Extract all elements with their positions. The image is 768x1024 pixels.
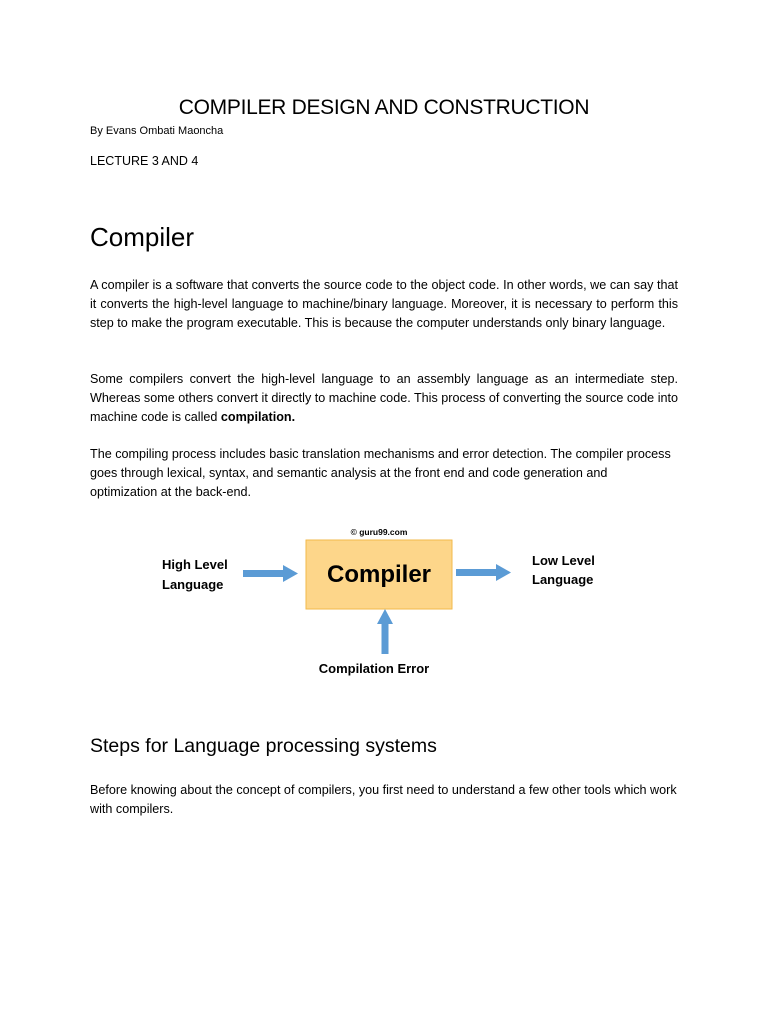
error-arrow-icon [377,609,393,654]
compiler-heading: Compiler [90,222,195,252]
steps-paragraph-1: Before knowing about the concept of compilers, you first need to understand a few other tools which work with compilers. [90,783,677,816]
lecture-label: LECTURE 3 AND 4 [90,154,199,168]
compilation-term: compilation. [220,409,296,424]
author-line: By Evans Ombati Maoncha [90,125,224,137]
output-label-line2: Language [532,572,594,587]
input-arrow-icon [243,565,298,582]
compiler-paragraph-1: A compiler is a software that converts the source code to the object code. In other words, we can say that it converts the high-level language to machine/binary language. Moreover, it is necessary to perform this step to make the program executable. This is because the computer understands only binary language. [90,278,678,330]
input-label-line1: High Level [162,557,228,572]
input-label-line2: Language [162,577,224,592]
error-label: Compilation Error [318,661,430,676]
compiler-diagram [150,520,620,685]
paragraph-2-text: Some compilers convert the high-level language to an assembly language as an intermediate step. Whereas some others convert it directly to machine code. This process of converting the source code into machine code is called [90,372,678,424]
document-title: COMPILER DESIGN AND CONSTRUCTION [178,96,590,119]
output-label-line1: Low Level [532,553,595,568]
compiler-paragraph-2 [90,370,678,426]
compiler-paragraph-3: The compiling process includes basic translation mechanisms and error detection. The compiler process goes through lexical, syntax, and semantic analysis at the front end and code generation and optimization at the back-end. [90,447,671,499]
compiler-box-label: Compiler [326,561,432,588]
watermark-text: © guru99.com [350,527,408,537]
steps-heading: Steps for Language processing systems [90,735,437,757]
output-arrow-icon [456,564,511,581]
